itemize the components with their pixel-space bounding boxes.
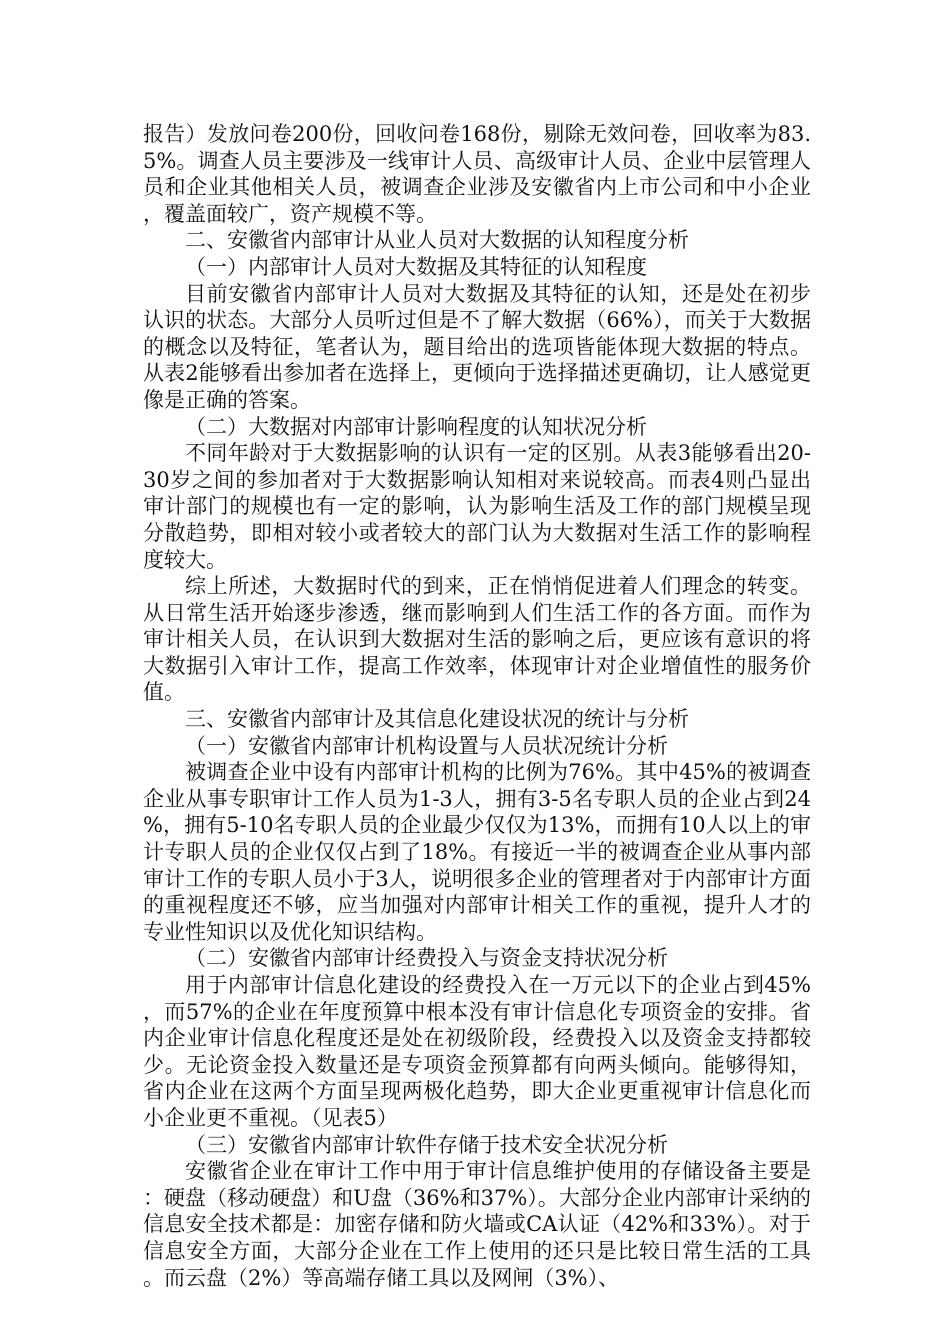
subsection-heading-3-3: （三）安徽省内部审计软件存储于技术安全状况分析 xyxy=(185,1132,668,1157)
paragraph-3-2-body: 用于内部审计信息化建设的经费投入在一万元以下的企业占到45%，而57%的企业在年度预算中根本没有审计信息化专项资金的安排。省内企业审计信息化程度还是处在初级阶段，经费投入以及资金支持都较少。无论资金投入数量还是专项资金预算都有向两头倾向。能够得知，省内企业在这两个方面呈现两极化趋势，即大企业更重视审计信息化而小企业更不重视。（见表5） xyxy=(143,973,811,1130)
document-page xyxy=(143,121,811,1291)
subsection-heading-2-2: （二）大数据对内部审计影响程度的认知状况分析 xyxy=(185,414,647,439)
subsection-heading-3-1: （一）安徽省内部审计机构设置与人员状况统计分析 xyxy=(185,733,668,758)
paragraph-2-1-body: 目前安徽省内部审计人员对大数据及其特征的认知，还是处在初步认识的状态。大部分人员听过但是不了解大数据（66%），而关于大数据的概念以及特征，笔者认为，题目给出的选项皆能体现大数据的特点。从表2能够看出参加者在选择上，更倾向于选择描述更确切，让人感觉更像是正确的答案。 xyxy=(143,281,811,412)
section-heading-2: 二、安徽省内部审计从业人员对大数据的认知程度分析 xyxy=(185,228,689,253)
paragraph-3-3-body: 安徽省企业在审计工作中用于审计信息维护使用的存储设备主要是：硬盘（移动硬盘）和U盘（36%和37%）。大部分企业内部审计采纳的信息安全技术都是：加密存储和防火墙或CA认证（42%和33%）。对于信息安全方面，大部分企业在工作上使用的还只是比较日常生活的工具。而云盘（2%）等高端存储工具以及网闸（3%）、 xyxy=(143,1159,811,1290)
subsection-heading-2-1: （一）内部审计人员对大数据及其特征的认知程度 xyxy=(185,254,647,279)
paragraph-2-summary: 综上所述，大数据时代的到来，正在悄悄促进着人们理念的转变。从日常生活开始逐步渗透，继而影响到人们生活工作的各方面。而作为审计相关人员，在认识到大数据对生活的影响之后，更应该有意识的将大数据引入审计工作，提高工作效率，体现审计对企业增值性的服务价值。 xyxy=(143,574,811,705)
paragraph-3-1-body: 被调查企业中设有内部审计机构的比例为76%。其中45%的被调查企业从事专职审计工作人员为1-3人，拥有3-5名专职人员的企业占到24%，拥有5-10名专职人员的企业最少仅仅为13%，而拥有10人以上的审计专职人员的企业仅仅占到了18%。有接近一半的被调查企业从事内部审计工作的专职人员小于3人，说明很多企业的管理者对于内部审计方面的重视程度还不够，应当加强对内部审计相关工作的重视，提升人才的专业性知识以及优化知识结构。 xyxy=(143,760,811,944)
subsection-heading-3-2: （二）安徽省内部审计经费投入与资金支持状况分析 xyxy=(185,946,668,971)
paragraph-2-2-body: 不同年龄对于大数据影响的认识有一定的区别。从表3能够看出20-30岁之间的参加者对于大数据影响认知相对来说较高。而表4则凸显出审计部门的规模也有一定的影响，认为影响生活及工作的部门规模呈现分散趋势，即相对较小或者较大的部门认为大数据对生活工作的影响程度较大。 xyxy=(143,441,811,572)
section-heading-3: 三、安徽省内部审计及其信息化建设状况的统计与分析 xyxy=(185,707,689,732)
paragraph-survey-intro: 报告）发放问卷200份，回收问卷168份，剔除无效问卷，回收率为83.5%。调查人员主要涉及一线审计人员、高级审计人员、企业中层管理人员和企业其他相关人员，被调查企业涉及安徽省内上市公司和中小企业，覆盖面较广，资产规模不等。 xyxy=(143,122,811,226)
